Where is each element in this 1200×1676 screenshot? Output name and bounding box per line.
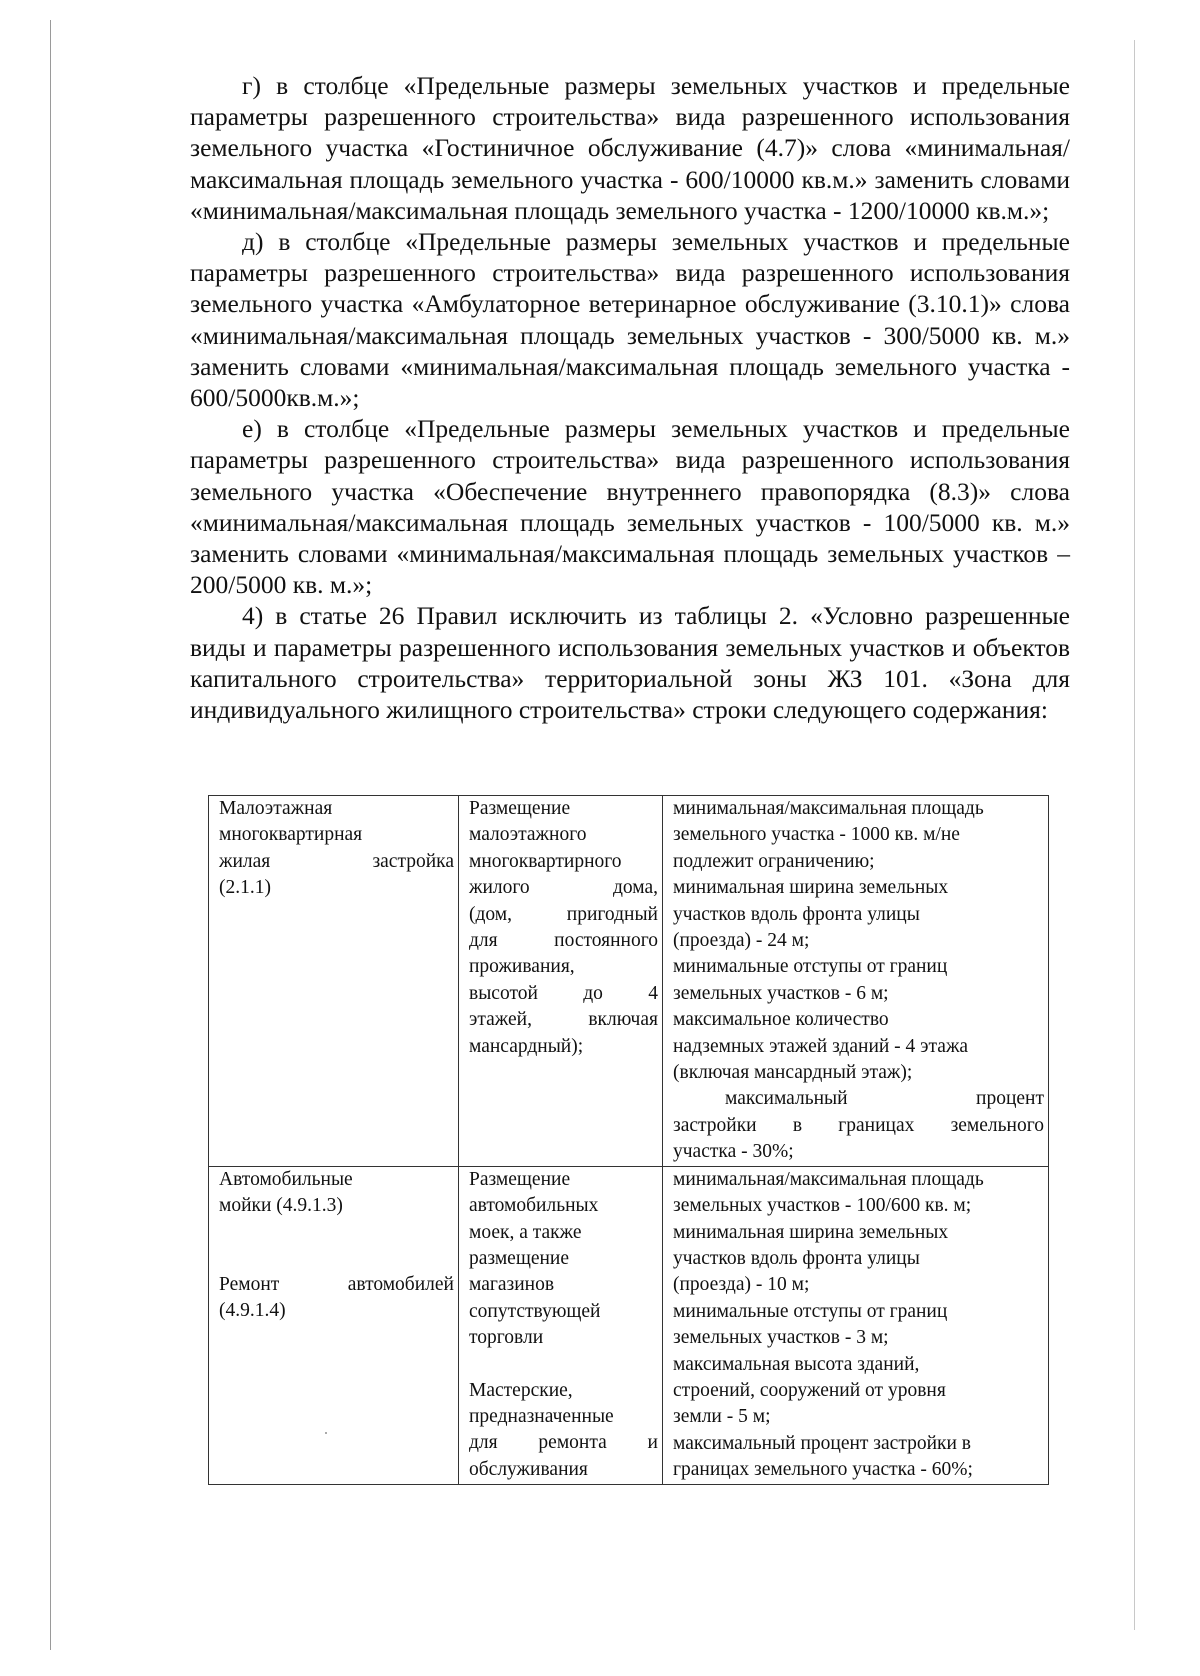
table-cell-parameters xyxy=(663,1166,1049,1484)
cell-line: магазинов xyxy=(469,1274,555,1296)
cell-line: Размещение xyxy=(469,798,571,819)
cell-line: (проезда) - 10 м; xyxy=(673,1274,810,1296)
cell-line: Малоэтажная xyxy=(219,798,333,819)
cell-line: многоквартирного xyxy=(469,850,622,872)
cell-line: жилого дома, xyxy=(469,877,658,899)
paragraph-e: е) в столбце «Предельные размеры земельных участков и предельные параметры разрешенного строительства» вида разрешенного использования земельного участка «Обеспечение внутреннего правопорядка (8.3)» слова «минимальная/максимальная площадь земельных участков - 100/5000 кв. м.» заменить словами «минимальная/максимальная площадь земельных участков – 200/5000 кв. м.»; xyxy=(190,414,1070,600)
cell-gap xyxy=(469,1352,658,1378)
cell-line: этажей, включая xyxy=(469,1009,658,1031)
scan-left-edge xyxy=(50,20,51,1650)
cell-line: подлежит ограничению; xyxy=(673,850,875,872)
cell-line: предназначенные xyxy=(469,1405,614,1427)
cell-line: мансардный); xyxy=(469,1035,584,1057)
cell-line: (включая мансардный этаж); xyxy=(673,1062,913,1084)
cell-line: участка - 30%; xyxy=(673,1141,794,1163)
table-row xyxy=(209,1166,1049,1484)
cell-line: земельных участков - 100/600 кв. м; xyxy=(673,1195,972,1217)
cell-line: высотой до 4 xyxy=(469,982,658,1004)
cell-line: минимальная/максимальная площадь xyxy=(673,1168,984,1190)
cell-gap xyxy=(219,1220,454,1246)
cell-line: максимальный процент застройки в xyxy=(673,1432,972,1454)
cell-line: максимальный процент xyxy=(725,1088,1044,1110)
table-cell-parameters xyxy=(663,796,1049,1167)
table-row xyxy=(209,796,1049,1167)
cell-line: границах земельного участка - 60%; xyxy=(673,1459,973,1481)
cell-line: малоэтажного xyxy=(469,824,587,846)
cell-line: строений, сооружений от уровня xyxy=(673,1379,946,1401)
cell-line: Размещение xyxy=(469,1168,571,1190)
cell-line: максимальное количество xyxy=(673,1009,889,1031)
cell-line: проживания, xyxy=(469,956,575,978)
paragraph-g: г) в столбце «Предельные размеры земельных участков и предельные параметры разрешенного строительства» вида разрешенного использования земельного участка «Гостиничное обслуживание (4.7)» слова «минимальная/максимальная площадь земельного участка - 600/10000 кв.м.» заменить словами «минимальная/максимальная площадь земельного участка - 1200/10000 кв.м.»; xyxy=(190,71,1070,225)
cell-line: участков вдоль фронта улицы xyxy=(673,1247,920,1269)
table-cell-description xyxy=(459,1166,663,1484)
scan-speck xyxy=(325,1432,327,1434)
cell-line: Мастерские, xyxy=(469,1379,573,1401)
paragraph-d: д) в столбце «Предельные размеры земельных участков и предельные параметры разрешенного строительства» вида разрешенного использования земельного участка «Амбулаторное ветеринарное обслуживание (3.10.1)» слова «минимальная/максимальная площадь земельных участков - 300/5000 кв. м.» заменить словами «минимальная/максимальная площадь земельного участка - 600/5000кв.м.»; xyxy=(190,227,1070,413)
cell-line: минимальные отступы от границ xyxy=(673,956,948,978)
cell-line: минимальная/максимальная площадь xyxy=(673,798,984,819)
table-cell-description xyxy=(459,796,663,1167)
cell-line: для постоянного xyxy=(469,930,658,952)
cell-line: Автомобильные xyxy=(219,1168,353,1190)
excluded-rows-table xyxy=(208,795,1049,1485)
cell-line: (дом, пригодный xyxy=(469,903,658,925)
cell-line: (проезда) - 24 м; xyxy=(673,930,810,952)
cell-line: максимальная высота зданий, xyxy=(673,1353,920,1375)
cell-line: надземных этажей зданий - 4 этажа xyxy=(673,1035,969,1057)
cell-line: автомобильных xyxy=(469,1195,599,1217)
cell-line: земельных участков - 6 м; xyxy=(673,982,889,1004)
cell-line: минимальные отступы от границ xyxy=(673,1300,948,1322)
paragraph-4: 4) в статье 26 Правил исключить из таблицы 2. «Условно разрешенные виды и параметры разрешенного использования земельных участков и объектов капитального строительства» территориальной зоны ЖЗ 101. «Зона для индивидуального жилищного строительства» строки следующего содержания: xyxy=(190,601,1070,725)
cell-line: земельных участков - 3 м; xyxy=(673,1327,889,1349)
cell-line: моек, а также xyxy=(469,1221,582,1243)
cell-line: жилая застройка xyxy=(219,850,454,872)
cell-line: земли - 5 м; xyxy=(673,1406,771,1428)
body-text xyxy=(190,70,1070,725)
cell-line: застройки в границах земельного xyxy=(673,1114,1044,1136)
cell-line: земельного участка - 1000 кв. м/не xyxy=(673,824,960,846)
cell-line: участков вдоль фронта улицы xyxy=(673,903,920,925)
cell-line: Ремонт автомобилей xyxy=(219,1273,454,1295)
cell-line: (4.9.1.4) xyxy=(219,1299,286,1321)
cell-line: мойки (4.9.1.3) xyxy=(219,1195,343,1217)
cell-line: обслуживания xyxy=(469,1458,588,1480)
table-cell-use-type xyxy=(209,796,459,1167)
cell-gap xyxy=(219,1246,454,1272)
cell-line: минимальная ширина земельных xyxy=(673,877,949,899)
cell-line: размещение xyxy=(469,1247,570,1269)
table-cell-use-type xyxy=(209,1166,459,1484)
scan-right-edge xyxy=(1134,40,1135,1630)
cell-line: многоквартирная xyxy=(219,824,363,846)
cell-line: торговли xyxy=(469,1327,544,1349)
cell-line: (2.1.1) xyxy=(219,877,271,899)
cell-line: для ремонта и xyxy=(469,1432,658,1454)
cell-line: минимальная ширина земельных xyxy=(673,1221,949,1243)
cell-line: сопутствующей xyxy=(469,1300,601,1322)
